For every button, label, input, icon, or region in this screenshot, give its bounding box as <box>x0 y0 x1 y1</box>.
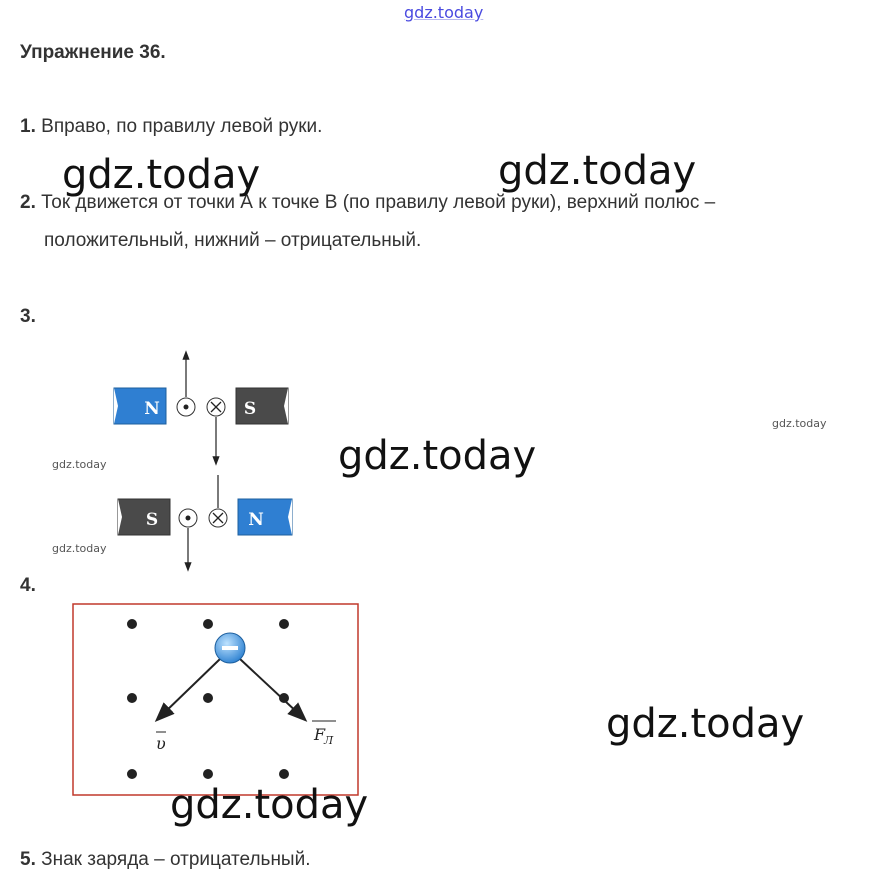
watermark: gdz.today <box>338 433 537 479</box>
watermark: gdz.today <box>52 458 107 471</box>
watermark: gdz.today <box>52 542 107 555</box>
answer-5 <box>20 841 310 879</box>
answer-number: 1. <box>20 116 36 137</box>
exercise-heading: Упражнение 36. <box>20 42 166 63</box>
magnet-north-bottom <box>238 499 292 535</box>
answer-3 <box>20 298 36 336</box>
watermark: gdz.today <box>170 782 369 828</box>
magnets-figure <box>100 345 310 580</box>
velocity-label: υ <box>156 734 166 753</box>
answer-number: 2. <box>20 192 36 213</box>
pole-label: S <box>243 399 257 419</box>
force-subscript: Л <box>324 734 334 747</box>
answer-4 <box>20 567 36 605</box>
pole-label: S <box>145 510 159 530</box>
pole-label: N <box>144 399 160 419</box>
magnet-south-bottom <box>118 499 170 535</box>
force-label: F <box>314 725 326 744</box>
answer-number: 4. <box>20 575 36 596</box>
watermark: gdz.today <box>772 417 827 430</box>
watermark: gdz.today <box>606 701 805 747</box>
answer-text-continuation: положительный, нижний – отрицательный. <box>44 230 422 251</box>
answer-text: Ток движется от точки А к точке В (по правилу левой руки), верхний полюс – <box>41 192 716 213</box>
answer-number: 3. <box>20 306 36 327</box>
answer-text: Знак заряда – отрицательный. <box>41 849 311 870</box>
watermark-top-link[interactable]: gdz.today <box>404 3 484 22</box>
watermark: gdz.today <box>498 148 697 194</box>
answer-number: 5. <box>20 849 36 870</box>
pole-label: N <box>248 510 264 530</box>
field-frame <box>73 604 358 795</box>
answer-1 <box>20 108 322 146</box>
charge-field-figure <box>72 603 360 797</box>
answer-text: Вправо, по правилу левой руки. <box>41 116 323 137</box>
watermark: gdz.today <box>62 152 261 198</box>
